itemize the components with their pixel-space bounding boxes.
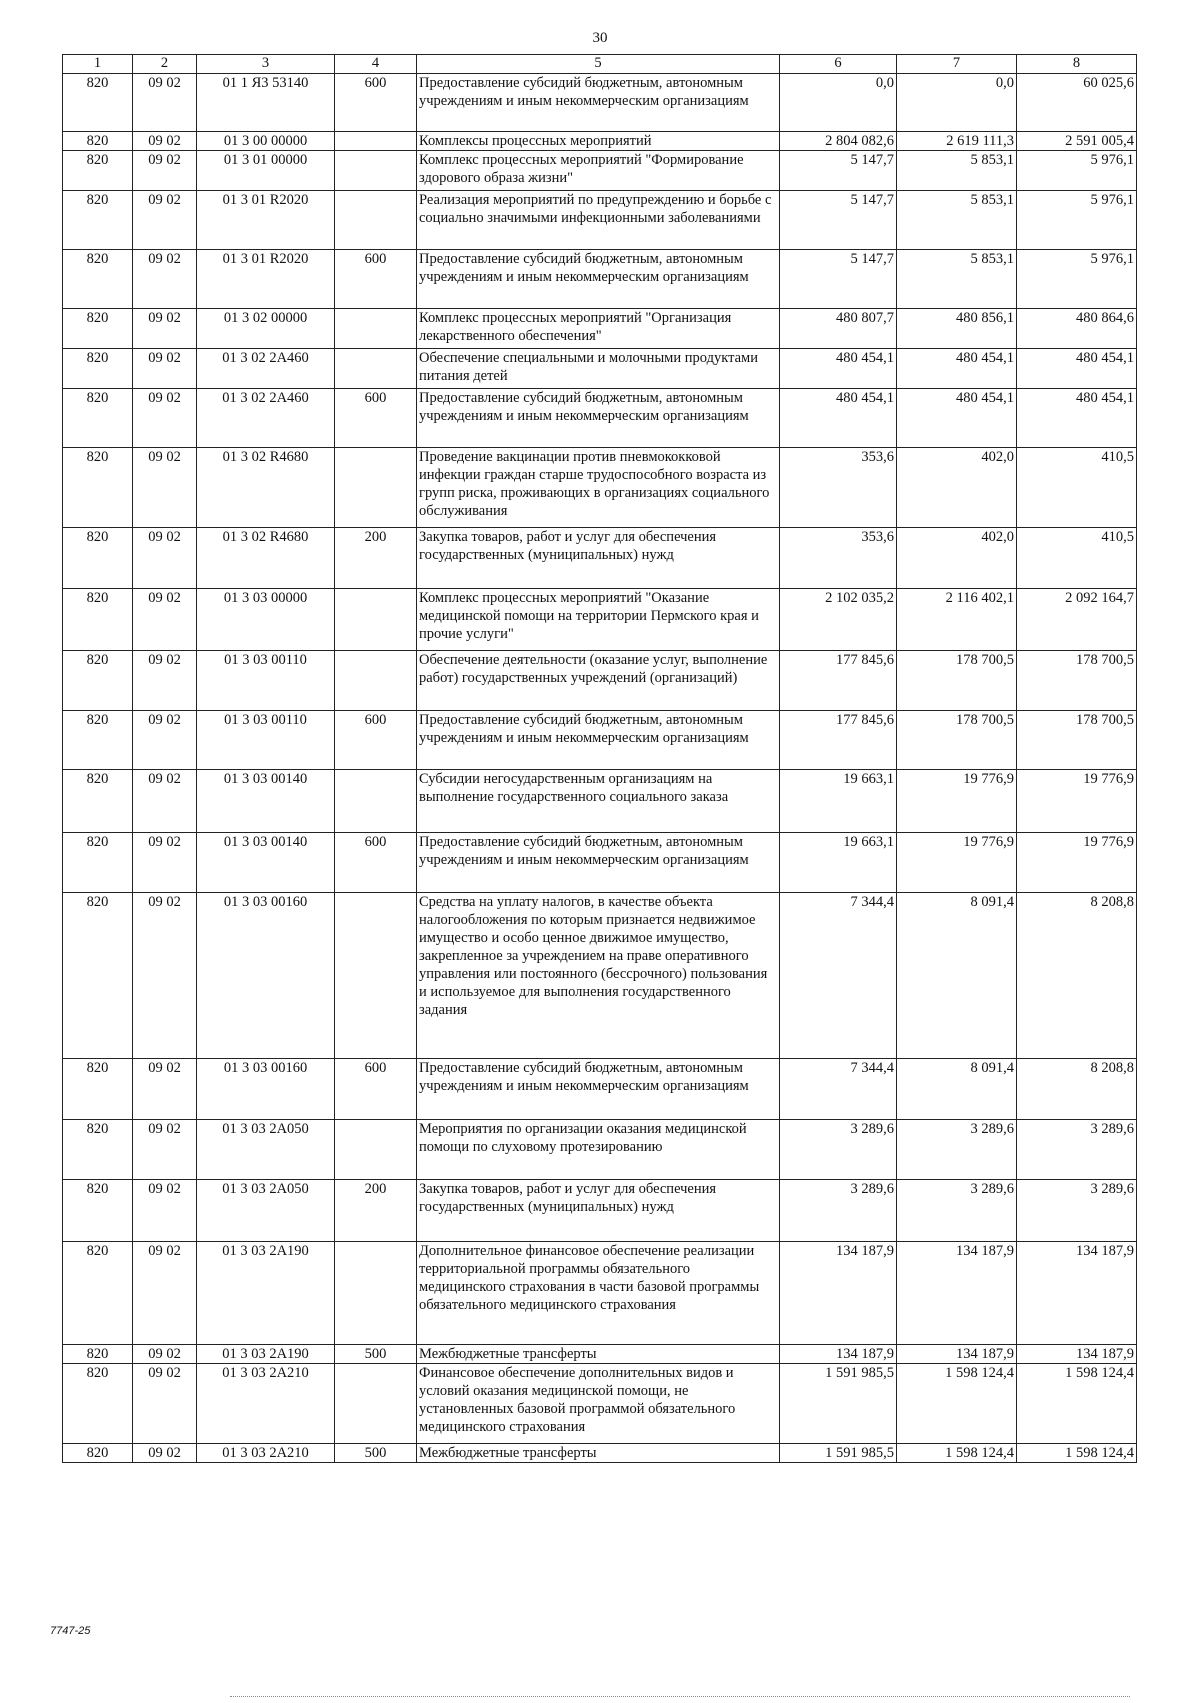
cell-description: Комплексы процессных мероприятий xyxy=(417,132,780,151)
header-row xyxy=(63,55,1137,74)
column-header-1: 1 xyxy=(63,55,133,74)
cell-section-code: 09 02 xyxy=(133,770,197,833)
cell-target-article: 01 3 02 R4680 xyxy=(197,528,335,589)
cell-expense-type xyxy=(335,770,417,833)
cell-amount-year-3: 5 976,1 xyxy=(1017,151,1137,191)
cell-amount-year-3: 134 187,9 xyxy=(1017,1345,1137,1364)
cell-amount-year-1: 353,6 xyxy=(780,528,897,589)
cell-description: Предоставление субсидий бюджетным, автономным учреждениям и иным некоммерческим организациям xyxy=(417,833,780,893)
cell-amount-year-1: 134 187,9 xyxy=(780,1345,897,1364)
table-row xyxy=(63,151,1137,191)
cell-description: Мероприятия по организации оказания медицинской помощи по слуховому протезированию xyxy=(417,1120,780,1180)
cell-amount-year-1: 177 845,6 xyxy=(780,711,897,770)
cell-expense-type xyxy=(335,191,417,250)
cell-admin-code: 820 xyxy=(63,1364,133,1444)
cell-section-code: 09 02 xyxy=(133,349,197,389)
cell-amount-year-3: 410,5 xyxy=(1017,448,1137,528)
cell-expense-type: 600 xyxy=(335,833,417,893)
cell-section-code: 09 02 xyxy=(133,1242,197,1345)
column-header-7: 7 xyxy=(897,55,1017,74)
cell-target-article: 01 3 03 00000 xyxy=(197,589,335,651)
table-row xyxy=(63,893,1137,1059)
cell-expense-type xyxy=(335,651,417,711)
table-row xyxy=(63,1180,1137,1242)
cell-admin-code: 820 xyxy=(63,711,133,770)
table-row xyxy=(63,132,1137,151)
cell-target-article: 01 3 02 00000 xyxy=(197,309,335,349)
cell-amount-year-3: 8 208,8 xyxy=(1017,1059,1137,1120)
cell-expense-type: 500 xyxy=(335,1444,417,1463)
cell-target-article: 01 3 02 R4680 xyxy=(197,448,335,528)
cell-description: Предоставление субсидий бюджетным, автономным учреждениям и иным некоммерческим организациям xyxy=(417,711,780,770)
cell-section-code: 09 02 xyxy=(133,528,197,589)
cell-amount-year-3: 178 700,5 xyxy=(1017,711,1137,770)
cell-admin-code: 820 xyxy=(63,528,133,589)
cell-section-code: 09 02 xyxy=(133,1180,197,1242)
cell-admin-code: 820 xyxy=(63,1180,133,1242)
cell-expense-type xyxy=(335,151,417,191)
cell-section-code: 09 02 xyxy=(133,309,197,349)
table-row xyxy=(63,349,1137,389)
cell-description: Предоставление субсидий бюджетным, автономным учреждениям и иным некоммерческим организациям xyxy=(417,1059,780,1120)
cell-amount-year-3: 3 289,6 xyxy=(1017,1180,1137,1242)
cell-section-code: 09 02 xyxy=(133,191,197,250)
cell-admin-code: 820 xyxy=(63,1059,133,1120)
cell-target-article: 01 3 03 2А210 xyxy=(197,1364,335,1444)
cell-admin-code: 820 xyxy=(63,250,133,309)
cell-description: Средства на уплату налогов, в качестве объекта налогообложения по которым признается недвижимое имущество и особо ценное движимое имущество, закрепленное за учреждением на праве оперативного управления или постоянного (бессрочного) пользования и используемое для выполнения государственного задания xyxy=(417,893,780,1059)
cell-expense-type xyxy=(335,893,417,1059)
cell-amount-year-3: 2 591 005,4 xyxy=(1017,132,1137,151)
cell-expense-type xyxy=(335,349,417,389)
cell-amount-year-1: 1 591 985,5 xyxy=(780,1364,897,1444)
cell-description: Обеспечение деятельности (оказание услуг, выполнение работ) государственных учреждений (организаций) xyxy=(417,651,780,711)
cell-target-article: 01 3 03 00140 xyxy=(197,770,335,833)
cell-section-code: 09 02 xyxy=(133,389,197,448)
cell-amount-year-2: 5 853,1 xyxy=(897,151,1017,191)
cell-amount-year-1: 480 807,7 xyxy=(780,309,897,349)
cell-section-code: 09 02 xyxy=(133,1120,197,1180)
cell-amount-year-1: 5 147,7 xyxy=(780,191,897,250)
cell-amount-year-1: 2 804 082,6 xyxy=(780,132,897,151)
cell-section-code: 09 02 xyxy=(133,1345,197,1364)
table-row xyxy=(63,1059,1137,1120)
cell-description: Межбюджетные трансферты xyxy=(417,1444,780,1463)
table-row xyxy=(63,1444,1137,1463)
cell-admin-code: 820 xyxy=(63,132,133,151)
cell-admin-code: 820 xyxy=(63,651,133,711)
cell-target-article: 01 1 Я3 53140 xyxy=(197,74,335,132)
cell-amount-year-3: 3 289,6 xyxy=(1017,1120,1137,1180)
cell-amount-year-3: 5 976,1 xyxy=(1017,191,1137,250)
cell-admin-code: 820 xyxy=(63,389,133,448)
cell-section-code: 09 02 xyxy=(133,1444,197,1463)
table-row xyxy=(63,448,1137,528)
table-row xyxy=(63,389,1137,448)
cell-amount-year-3: 8 208,8 xyxy=(1017,893,1137,1059)
cell-amount-year-3: 480 864,6 xyxy=(1017,309,1137,349)
cell-section-code: 09 02 xyxy=(133,74,197,132)
cell-description: Комплекс процессных мероприятий "Формирование здорового образа жизни" xyxy=(417,151,780,191)
cell-description: Субсидии негосударственным организациям на выполнение государственного социального заказа xyxy=(417,770,780,833)
cell-description: Финансовое обеспечение дополнительных видов и условий оказания медицинской помощи, не установленных базовой программой обязательного медицинского страхования xyxy=(417,1364,780,1444)
cell-amount-year-2: 134 187,9 xyxy=(897,1345,1017,1364)
cell-expense-type xyxy=(335,309,417,349)
cell-amount-year-3: 1 598 124,4 xyxy=(1017,1364,1137,1444)
cell-amount-year-2: 178 700,5 xyxy=(897,651,1017,711)
cell-target-article: 01 3 03 2А190 xyxy=(197,1345,335,1364)
cell-amount-year-2: 134 187,9 xyxy=(897,1242,1017,1345)
document-code: 7747-25 xyxy=(50,1625,91,1637)
cell-target-article: 01 3 01 R2020 xyxy=(197,250,335,309)
cell-expense-type: 200 xyxy=(335,528,417,589)
budget-table xyxy=(62,54,1137,1463)
cell-amount-year-2: 2 116 402,1 xyxy=(897,589,1017,651)
cell-section-code: 09 02 xyxy=(133,711,197,770)
cell-description: Обеспечение специальными и молочными продуктами питания детей xyxy=(417,349,780,389)
cell-section-code: 09 02 xyxy=(133,448,197,528)
cell-description: Закупка товаров, работ и услуг для обеспечения государственных (муниципальных) нужд xyxy=(417,1180,780,1242)
cell-amount-year-1: 3 289,6 xyxy=(780,1180,897,1242)
cell-amount-year-3: 480 454,1 xyxy=(1017,389,1137,448)
cell-target-article: 01 3 02 2А460 xyxy=(197,349,335,389)
cell-amount-year-2: 19 776,9 xyxy=(897,770,1017,833)
table-row xyxy=(63,711,1137,770)
cell-expense-type xyxy=(335,1364,417,1444)
cell-expense-type: 600 xyxy=(335,389,417,448)
table-row xyxy=(63,1345,1137,1364)
cell-admin-code: 820 xyxy=(63,309,133,349)
cell-admin-code: 820 xyxy=(63,1120,133,1180)
table-row xyxy=(63,833,1137,893)
cell-target-article: 01 3 03 00160 xyxy=(197,1059,335,1120)
cell-amount-year-2: 402,0 xyxy=(897,448,1017,528)
table-header xyxy=(63,55,1137,74)
cell-description: Закупка товаров, работ и услуг для обеспечения государственных (муниципальных) нужд xyxy=(417,528,780,589)
cell-expense-type xyxy=(335,132,417,151)
cell-amount-year-1: 1 591 985,5 xyxy=(780,1444,897,1463)
cell-amount-year-3: 19 776,9 xyxy=(1017,833,1137,893)
cell-amount-year-3: 5 976,1 xyxy=(1017,250,1137,309)
cell-amount-year-1: 19 663,1 xyxy=(780,770,897,833)
cell-admin-code: 820 xyxy=(63,589,133,651)
cell-target-article: 01 3 03 2А050 xyxy=(197,1180,335,1242)
cell-target-article: 01 3 03 2А050 xyxy=(197,1120,335,1180)
table-row xyxy=(63,1364,1137,1444)
cell-expense-type xyxy=(335,1120,417,1180)
cell-section-code: 09 02 xyxy=(133,132,197,151)
cell-amount-year-2: 19 776,9 xyxy=(897,833,1017,893)
cell-target-article: 01 3 01 R2020 xyxy=(197,191,335,250)
cell-amount-year-3: 480 454,1 xyxy=(1017,349,1137,389)
cell-admin-code: 820 xyxy=(63,191,133,250)
column-header-6: 6 xyxy=(780,55,897,74)
cell-admin-code: 820 xyxy=(63,1345,133,1364)
column-header-5: 5 xyxy=(417,55,780,74)
cell-expense-type xyxy=(335,448,417,528)
cell-description: Комплекс процессных мероприятий "Организация лекарственного обеспечения" xyxy=(417,309,780,349)
cell-amount-year-2: 8 091,4 xyxy=(897,1059,1017,1120)
cell-description: Комплекс процессных мероприятий "Оказание медицинской помощи на территории Пермского края и прочие услуги" xyxy=(417,589,780,651)
table-row xyxy=(63,309,1137,349)
cell-section-code: 09 02 xyxy=(133,1364,197,1444)
cell-amount-year-2: 3 289,6 xyxy=(897,1180,1017,1242)
cell-amount-year-1: 353,6 xyxy=(780,448,897,528)
bottom-divider xyxy=(230,1696,1130,1697)
cell-expense-type: 600 xyxy=(335,250,417,309)
cell-amount-year-3: 134 187,9 xyxy=(1017,1242,1137,1345)
cell-target-article: 01 3 03 00160 xyxy=(197,893,335,1059)
cell-amount-year-2: 5 853,1 xyxy=(897,191,1017,250)
cell-section-code: 09 02 xyxy=(133,1059,197,1120)
cell-admin-code: 820 xyxy=(63,770,133,833)
cell-amount-year-3: 1 598 124,4 xyxy=(1017,1444,1137,1463)
column-header-4: 4 xyxy=(335,55,417,74)
cell-expense-type: 500 xyxy=(335,1345,417,1364)
cell-amount-year-2: 3 289,6 xyxy=(897,1120,1017,1180)
cell-description: Проведение вакцинации против пневмококковой инфекции граждан старше трудоспособного возраста из групп риска, проживающих в организациях социального обслуживания xyxy=(417,448,780,528)
cell-amount-year-2: 402,0 xyxy=(897,528,1017,589)
cell-amount-year-2: 1 598 124,4 xyxy=(897,1444,1017,1463)
table-row xyxy=(63,528,1137,589)
column-header-2: 2 xyxy=(133,55,197,74)
cell-target-article: 01 3 00 00000 xyxy=(197,132,335,151)
table-row xyxy=(63,770,1137,833)
cell-expense-type: 200 xyxy=(335,1180,417,1242)
table-body xyxy=(63,74,1137,1463)
cell-amount-year-1: 7 344,4 xyxy=(780,1059,897,1120)
page-number: 30 xyxy=(592,30,608,46)
cell-amount-year-1: 3 289,6 xyxy=(780,1120,897,1180)
cell-admin-code: 820 xyxy=(63,448,133,528)
cell-admin-code: 820 xyxy=(63,1444,133,1463)
cell-expense-type xyxy=(335,1242,417,1345)
cell-amount-year-3: 178 700,5 xyxy=(1017,651,1137,711)
table-row xyxy=(63,651,1137,711)
table-row xyxy=(63,1242,1137,1345)
cell-section-code: 09 02 xyxy=(133,893,197,1059)
cell-amount-year-2: 2 619 111,3 xyxy=(897,132,1017,151)
cell-expense-type: 600 xyxy=(335,74,417,132)
cell-admin-code: 820 xyxy=(63,833,133,893)
table-row xyxy=(63,250,1137,309)
cell-amount-year-2: 480 454,1 xyxy=(897,349,1017,389)
cell-amount-year-2: 0,0 xyxy=(897,74,1017,132)
cell-section-code: 09 02 xyxy=(133,651,197,711)
cell-section-code: 09 02 xyxy=(133,250,197,309)
cell-description: Дополнительное финансовое обеспечение реализации территориальной программы обязательного медицинского страхования в части базовой программы обязательного медицинского страхования xyxy=(417,1242,780,1345)
cell-expense-type xyxy=(335,589,417,651)
cell-amount-year-1: 177 845,6 xyxy=(780,651,897,711)
cell-target-article: 01 3 03 00110 xyxy=(197,711,335,770)
table-row xyxy=(63,589,1137,651)
cell-amount-year-1: 7 344,4 xyxy=(780,893,897,1059)
cell-description: Межбюджетные трансферты xyxy=(417,1345,780,1364)
cell-section-code: 09 02 xyxy=(133,589,197,651)
cell-amount-year-1: 19 663,1 xyxy=(780,833,897,893)
cell-expense-type: 600 xyxy=(335,711,417,770)
cell-expense-type: 600 xyxy=(335,1059,417,1120)
cell-amount-year-1: 0,0 xyxy=(780,74,897,132)
cell-target-article: 01 3 03 00110 xyxy=(197,651,335,711)
cell-target-article: 01 3 03 2А210 xyxy=(197,1444,335,1463)
cell-amount-year-2: 178 700,5 xyxy=(897,711,1017,770)
cell-amount-year-3: 60 025,6 xyxy=(1017,74,1137,132)
table-row xyxy=(63,191,1137,250)
cell-section-code: 09 02 xyxy=(133,151,197,191)
cell-description: Предоставление субсидий бюджетным, автономным учреждениям и иным некоммерческим организациям xyxy=(417,389,780,448)
cell-admin-code: 820 xyxy=(63,1242,133,1345)
cell-target-article: 01 3 03 00140 xyxy=(197,833,335,893)
table-row xyxy=(63,74,1137,132)
cell-amount-year-3: 19 776,9 xyxy=(1017,770,1137,833)
cell-amount-year-3: 2 092 164,7 xyxy=(1017,589,1137,651)
cell-amount-year-1: 480 454,1 xyxy=(780,389,897,448)
cell-amount-year-1: 2 102 035,2 xyxy=(780,589,897,651)
cell-amount-year-1: 480 454,1 xyxy=(780,349,897,389)
cell-admin-code: 820 xyxy=(63,151,133,191)
cell-amount-year-2: 8 091,4 xyxy=(897,893,1017,1059)
cell-admin-code: 820 xyxy=(63,893,133,1059)
cell-amount-year-1: 5 147,7 xyxy=(780,250,897,309)
column-header-3: 3 xyxy=(197,55,335,74)
cell-amount-year-2: 1 598 124,4 xyxy=(897,1364,1017,1444)
cell-section-code: 09 02 xyxy=(133,833,197,893)
cell-amount-year-2: 5 853,1 xyxy=(897,250,1017,309)
column-header-8: 8 xyxy=(1017,55,1137,74)
cell-target-article: 01 3 01 00000 xyxy=(197,151,335,191)
cell-description: Предоставление субсидий бюджетным, автономным учреждениям и иным некоммерческим организациям xyxy=(417,250,780,309)
cell-admin-code: 820 xyxy=(63,349,133,389)
cell-description: Реализация мероприятий по предупреждению и борьбе с социально значимыми инфекционными заболеваниями xyxy=(417,191,780,250)
cell-amount-year-2: 480 454,1 xyxy=(897,389,1017,448)
cell-description: Предоставление субсидий бюджетным, автономным учреждениям и иным некоммерческим организациям xyxy=(417,74,780,132)
table-row xyxy=(63,1120,1137,1180)
cell-amount-year-3: 410,5 xyxy=(1017,528,1137,589)
cell-amount-year-1: 5 147,7 xyxy=(780,151,897,191)
cell-admin-code: 820 xyxy=(63,74,133,132)
cell-amount-year-1: 134 187,9 xyxy=(780,1242,897,1345)
cell-target-article: 01 3 02 2А460 xyxy=(197,389,335,448)
cell-amount-year-2: 480 856,1 xyxy=(897,309,1017,349)
cell-target-article: 01 3 03 2А190 xyxy=(197,1242,335,1345)
